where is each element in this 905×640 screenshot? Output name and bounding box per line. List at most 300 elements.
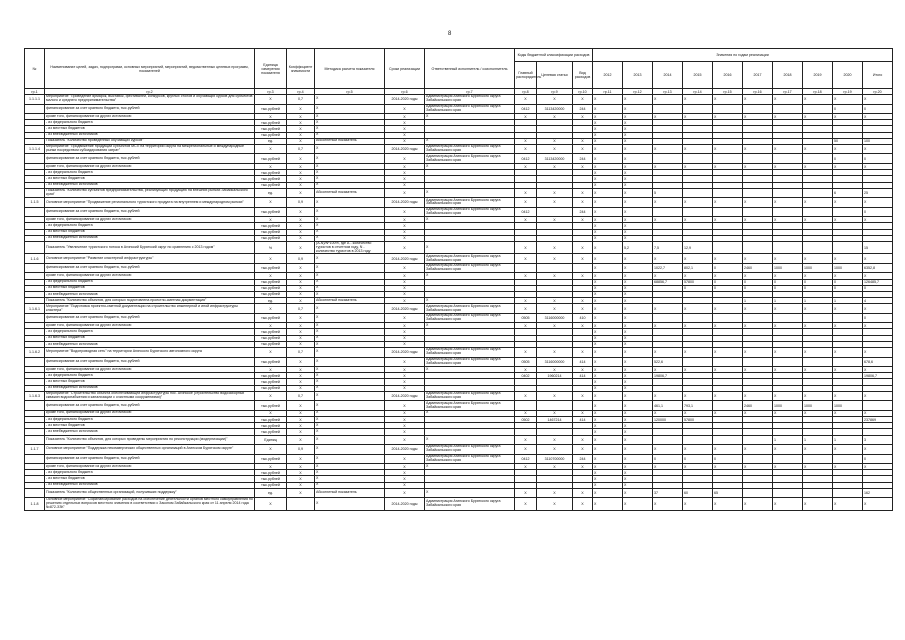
row-number xyxy=(25,207,45,217)
row-coef: 0,9 xyxy=(287,445,315,455)
row-coef: X xyxy=(287,120,315,126)
row-year-value: X xyxy=(623,104,653,114)
row-year-value: X xyxy=(623,298,653,304)
column-number: гр.5 xyxy=(315,89,385,95)
row-unit: тыс.рублей xyxy=(255,313,287,323)
row-year-value: X xyxy=(803,198,833,208)
row-year-value: X xyxy=(743,95,773,105)
row-name: - из местных бюджетов xyxy=(45,176,255,182)
row-year-value: 19806,7 xyxy=(863,373,893,379)
row-year-value: X xyxy=(833,304,863,314)
row-year-value: X xyxy=(713,95,743,105)
row-csr: X xyxy=(537,464,573,470)
row-name: - из местных бюджетов xyxy=(45,126,255,132)
row-number xyxy=(25,313,45,323)
row-year-value: X xyxy=(593,254,623,264)
column-number: гр.10 xyxy=(573,89,593,95)
row-responsible: Администрация Агинского Бурятского округа Забайкальского края xyxy=(425,313,515,323)
row-year-value: X xyxy=(593,423,623,429)
column-number: гр.15 xyxy=(713,89,743,95)
row-responsible: Администрация Агинского Бурятского округа Забайкальского края xyxy=(425,498,515,510)
row-year-value: X xyxy=(803,144,833,154)
row-period: X xyxy=(385,163,425,169)
row-year-value: X xyxy=(653,498,683,510)
row-method: X xyxy=(315,304,385,314)
row-number: 1.1.1.4 xyxy=(25,144,45,154)
row-year-value: X xyxy=(623,385,653,391)
row-year-value: X xyxy=(593,182,623,188)
row-coef: X xyxy=(287,329,315,335)
row-grbs: X xyxy=(515,298,537,304)
header-year: Итого xyxy=(863,62,893,89)
table-row xyxy=(25,144,893,154)
row-name: Основное мероприятие "Поддержка некоммерческих общественных организаций в Агинском Бурятском округе" xyxy=(45,445,255,455)
row-unit: ед. xyxy=(255,138,287,144)
row-name: Мероприятие "Строительство объекта обеспечивающей инфраструктуры пос. Агинское (строительство водозаборных скважин водоснабжения и канализации с очистными сооружениями)" xyxy=(45,391,255,401)
row-year-value: 1000 xyxy=(833,401,863,411)
row-year-value: X xyxy=(623,379,653,385)
row-year-value: X xyxy=(653,144,683,154)
row-year-value: X xyxy=(863,498,893,510)
row-year-value: X xyxy=(593,357,623,367)
row-year-value xyxy=(713,207,743,217)
table-row xyxy=(25,104,893,114)
row-year-value: X xyxy=(833,273,863,279)
row-year-value: X xyxy=(743,367,773,373)
row-number: 1.1.6.3 xyxy=(25,391,45,401)
row-year-value: X xyxy=(593,126,623,132)
row-period: X xyxy=(385,373,425,379)
row-csr xyxy=(537,401,573,411)
row-csr: X xyxy=(537,391,573,401)
table-row xyxy=(25,348,893,358)
row-name: Мероприятие "Подготовка проектно-сметной документации на строительство инженерной и иной инфраструктуры кластера" xyxy=(45,304,255,314)
row-coef: 0,7 xyxy=(287,144,315,154)
row-year-value: 0 xyxy=(743,279,773,285)
row-coef: X xyxy=(287,235,315,241)
row-year-value: X xyxy=(683,304,713,314)
row-number xyxy=(25,188,45,198)
row-year-value: X xyxy=(863,95,893,105)
header-year: 2015 xyxy=(683,62,713,89)
row-vr: X xyxy=(573,410,593,416)
row-year-value: X xyxy=(593,176,623,182)
row-vr: X xyxy=(573,95,593,105)
row-year-value xyxy=(833,454,863,464)
row-year-value xyxy=(743,188,773,198)
row-name: финансирование за счет краевого бюджета, тыс.рублей xyxy=(45,207,255,217)
row-vr: X xyxy=(573,114,593,120)
row-vr: X xyxy=(573,348,593,358)
row-csr: 3116000000 xyxy=(537,357,573,367)
row-year-value: X xyxy=(593,454,623,464)
row-coef: X xyxy=(287,410,315,416)
row-unit: X xyxy=(255,254,287,264)
header-unit: Единица измерения показателя xyxy=(255,49,287,89)
row-name: Показатель "Увеличение туристского потока в Агинский Бурятский округ по сравнению с 2013 годом" xyxy=(45,241,255,253)
row-year-value xyxy=(743,357,773,367)
row-responsible: Администрация Агинского Бурятского округа Забайкальского края xyxy=(425,445,515,455)
row-grbs: X xyxy=(515,323,537,329)
row-year-value: X xyxy=(623,488,653,498)
row-grbs: 0505 xyxy=(515,357,537,367)
row-year-value xyxy=(803,454,833,464)
row-year-value: X xyxy=(653,464,683,470)
row-year-value: X xyxy=(863,348,893,358)
row-year-value: X xyxy=(623,423,653,429)
row-vr: 244 xyxy=(573,104,593,114)
row-year-value: X xyxy=(593,285,623,291)
row-year-value: X xyxy=(803,391,833,401)
row-year-value xyxy=(833,207,863,217)
row-year-value xyxy=(743,488,773,498)
row-year-value: X xyxy=(623,357,653,367)
row-year-value: X xyxy=(803,217,833,223)
row-year-value: X xyxy=(773,198,803,208)
row-year-value: X xyxy=(593,104,623,114)
row-year-value: X xyxy=(683,217,713,223)
row-year-value xyxy=(773,357,803,367)
row-year-value: X xyxy=(863,323,893,329)
row-year-value: 1000 xyxy=(773,263,803,273)
row-number: 1.1.8 xyxy=(25,498,45,510)
row-year-value: X xyxy=(863,217,893,223)
row-vr: X xyxy=(573,198,593,208)
row-year-value: X xyxy=(743,323,773,329)
row-year-value: 0 xyxy=(833,285,863,291)
row-responsible: Администрация Агинского Бурятского округа Забайкальского края xyxy=(425,144,515,154)
row-year-value: X xyxy=(683,198,713,208)
row-coef: X xyxy=(287,357,315,367)
row-year-value: X xyxy=(623,126,653,132)
row-year-value: 4 xyxy=(863,298,893,304)
column-number: гр.11 xyxy=(593,89,623,95)
row-grbs: X xyxy=(515,348,537,358)
row-grbs: X xyxy=(515,435,537,445)
row-method: X xyxy=(315,445,385,455)
column-number: гр.20 xyxy=(863,89,893,95)
row-year-value: 0 xyxy=(683,454,713,464)
row-year-value: X xyxy=(773,163,803,169)
row-coef: X xyxy=(287,470,315,476)
row-coef: X xyxy=(287,401,315,411)
row-year-value: X xyxy=(743,304,773,314)
row-year-value: X xyxy=(743,217,773,223)
row-responsible: X xyxy=(425,435,515,445)
row-coef: X xyxy=(287,223,315,229)
row-year-value: X xyxy=(623,132,653,138)
row-year-value xyxy=(683,207,713,217)
row-year-value xyxy=(683,313,713,323)
row-csr: 1467214 xyxy=(537,416,573,422)
row-method: X xyxy=(315,341,385,347)
header-method: Методика расчета показателя xyxy=(315,49,385,89)
row-grbs: X xyxy=(515,498,537,510)
row-responsible: X xyxy=(425,114,515,120)
row-method: X xyxy=(315,357,385,367)
row-year-value: X xyxy=(593,379,623,385)
row-csr: X xyxy=(537,241,573,253)
row-year-value: X xyxy=(623,154,653,164)
row-csr: 1960214 xyxy=(537,373,573,379)
row-year-value: X xyxy=(683,323,713,329)
row-unit: тыс.рублей xyxy=(255,385,287,391)
row-year-value: X xyxy=(593,329,623,335)
row-unit: тыс.рублей xyxy=(255,416,287,422)
row-year-value: X xyxy=(743,254,773,264)
row-coef: X xyxy=(287,170,315,176)
row-method: X xyxy=(315,416,385,422)
row-year-value: 1000 xyxy=(803,401,833,411)
row-year-value: X xyxy=(623,279,653,285)
row-method: X xyxy=(315,263,385,273)
row-grbs: X xyxy=(515,144,537,154)
row-year-value: X xyxy=(593,154,623,164)
row-year-value: X xyxy=(773,367,803,373)
row-year-value: X xyxy=(593,198,623,208)
row-year-value: X xyxy=(653,445,683,455)
row-vr: X xyxy=(573,323,593,329)
row-year-value: X xyxy=(623,498,653,510)
row-period: X xyxy=(385,323,425,329)
row-unit: тыс.рублей xyxy=(255,341,287,347)
row-year-value xyxy=(683,188,713,198)
row-year-value: X xyxy=(833,114,863,120)
row-responsible: Администрация Агинского Бурятского округа Забайкальского края xyxy=(425,198,515,208)
row-grbs: X xyxy=(515,464,537,470)
row-coef: X xyxy=(287,154,315,164)
row-csr xyxy=(537,207,573,217)
row-year-value: X xyxy=(623,482,653,488)
row-method: X xyxy=(315,207,385,217)
row-year-value: 1000 xyxy=(833,263,863,273)
row-period: X xyxy=(385,126,425,132)
row-year-value: X xyxy=(593,488,623,498)
row-vr: X xyxy=(573,254,593,264)
row-year-value: X xyxy=(713,410,743,416)
row-year-value: 461,1 xyxy=(653,401,683,411)
row-name: - из местных бюджетов xyxy=(45,285,255,291)
row-unit: X xyxy=(255,198,287,208)
row-year-value: X xyxy=(863,367,893,373)
table-body xyxy=(25,89,893,511)
row-year-value: X xyxy=(593,367,623,373)
table-row xyxy=(25,304,893,314)
row-coef: 0,7 xyxy=(287,348,315,358)
row-year-value: X xyxy=(863,410,893,416)
row-year-value: 3 xyxy=(863,435,893,445)
row-year-value xyxy=(803,313,833,323)
row-responsible: X xyxy=(425,488,515,498)
row-name: финансирование за счет краевого бюджета, тыс.рублей xyxy=(45,401,255,411)
row-year-value xyxy=(713,435,743,445)
row-year-value: X xyxy=(833,445,863,455)
row-name: - из внебюджетных источников xyxy=(45,385,255,391)
row-year-value xyxy=(653,207,683,217)
row-coef: 0,9 xyxy=(287,198,315,208)
row-year-value: X xyxy=(623,348,653,358)
row-year-value: X xyxy=(713,464,743,470)
row-year-value: X xyxy=(863,445,893,455)
row-method: X xyxy=(315,454,385,464)
row-period: 2014-2020 годы xyxy=(385,304,425,314)
row-year-value xyxy=(773,188,803,198)
row-period: X xyxy=(385,470,425,476)
column-number: гр.18 xyxy=(803,89,833,95)
row-year-value: X xyxy=(863,304,893,314)
row-period: X xyxy=(385,273,425,279)
row-name: Показатель "Количество субъектов предпринимательства, реализующих продукцию на внешних рынках Забайкальского края" xyxy=(45,188,255,198)
row-year-value: X xyxy=(683,95,713,105)
row-period: X xyxy=(385,104,425,114)
row-grbs: 0412 xyxy=(515,104,537,114)
row-year-value: X xyxy=(833,410,863,416)
row-year-value: X xyxy=(683,273,713,279)
row-year-value: X xyxy=(593,120,623,126)
row-csr: X xyxy=(537,138,573,144)
row-year-value: X xyxy=(623,95,653,105)
row-method: Абсолютный показатель xyxy=(315,138,385,144)
row-csr: X xyxy=(537,163,573,169)
header-year: 2013 xyxy=(623,62,653,89)
row-responsible: Администрация Агинского Бурятского округа Забайкальского края xyxy=(425,263,515,273)
row-responsible: Администрация Агинского Бурятского округа Забайкальского края xyxy=(425,104,515,114)
row-method: X xyxy=(315,132,385,138)
row-year-value: 1 xyxy=(743,298,773,304)
row-period: 2014-2020 годы xyxy=(385,198,425,208)
row-year-value: X xyxy=(773,348,803,358)
row-name: Мероприятие "Водопроводная сеть" на территории Агинского Бурятского автономного округа xyxy=(45,348,255,358)
row-coef: 0,7 xyxy=(287,391,315,401)
row-year-value: X xyxy=(593,223,623,229)
row-year-value: X xyxy=(713,323,743,329)
row-coef: 0,7 xyxy=(287,95,315,105)
row-year-value: X xyxy=(743,348,773,358)
row-year-value: X xyxy=(683,114,713,120)
row-unit: тыс.рублей xyxy=(255,279,287,285)
row-year-value xyxy=(773,207,803,217)
row-method: X xyxy=(315,385,385,391)
row-year-value: 68856,7 xyxy=(653,279,683,285)
row-year-value: X xyxy=(773,323,803,329)
row-period: X xyxy=(385,114,425,120)
row-year-value: X xyxy=(863,391,893,401)
row-year-value xyxy=(713,357,743,367)
row-year-value: X xyxy=(623,401,653,411)
row-year-value: X xyxy=(743,163,773,169)
row-unit: тыс.рублей xyxy=(255,182,287,188)
row-vr: X xyxy=(573,367,593,373)
row-csr: X xyxy=(537,198,573,208)
row-unit: тыс.рублей xyxy=(255,176,287,182)
row-year-value: X xyxy=(593,410,623,416)
row-year-value: 0 xyxy=(713,279,743,285)
row-unit: ед. xyxy=(255,488,287,498)
row-unit: тыс.рублей xyxy=(255,357,287,367)
row-period: X xyxy=(385,329,425,335)
row-unit: тыс.рублей xyxy=(255,263,287,273)
column-number: гр.2 xyxy=(45,89,255,95)
row-method: X xyxy=(315,435,385,445)
row-year-value: X xyxy=(683,367,713,373)
column-number: гр.17 xyxy=(773,89,803,95)
row-year-value: 60 xyxy=(683,488,713,498)
row-year-value: 2460 xyxy=(743,401,773,411)
row-grbs: 0412 xyxy=(515,207,537,217)
row-period: X xyxy=(385,235,425,241)
row-name: - из местных бюджетов xyxy=(45,476,255,482)
row-csr: X xyxy=(537,217,573,223)
row-year-value: X xyxy=(623,198,653,208)
row-year-value: X xyxy=(683,348,713,358)
row-period: X xyxy=(385,423,425,429)
row-year-value: X xyxy=(773,114,803,120)
row-coef: X xyxy=(287,273,315,279)
row-period: X xyxy=(385,464,425,470)
row-year-value xyxy=(713,401,743,411)
row-period: X xyxy=(385,241,425,253)
row-coef: X xyxy=(287,373,315,379)
row-year-value: X xyxy=(803,410,833,416)
row-coef: X xyxy=(287,263,315,273)
row-year-value: 0 xyxy=(803,285,833,291)
table-row xyxy=(25,263,893,273)
row-coef: X xyxy=(287,323,315,329)
row-coef: X xyxy=(287,464,315,470)
row-year-value: X xyxy=(743,464,773,470)
program-indicators-table xyxy=(24,48,893,511)
row-year-value: 0 xyxy=(683,285,713,291)
row-year-value: X xyxy=(743,273,773,279)
row-vr xyxy=(573,263,593,273)
row-method: X xyxy=(315,313,385,323)
row-period: X xyxy=(385,217,425,223)
row-year-value: X xyxy=(653,163,683,169)
row-coef: X xyxy=(287,313,315,323)
row-csr: 3110700000 xyxy=(537,454,573,464)
row-responsible: X xyxy=(425,323,515,329)
row-year-value: X xyxy=(623,263,653,273)
row-year-value: X xyxy=(683,464,713,470)
row-year-value xyxy=(803,188,833,198)
row-year-value: X xyxy=(593,385,623,391)
row-name: - из местных бюджетов xyxy=(45,335,255,341)
row-year-value: 793,1 xyxy=(683,401,713,411)
row-year-value: X xyxy=(593,138,623,144)
row-method: X xyxy=(315,410,385,416)
row-year-value: X xyxy=(743,391,773,401)
row-period: X xyxy=(385,120,425,126)
row-year-value: X xyxy=(593,498,623,510)
row-coef: X xyxy=(287,416,315,422)
row-method: X xyxy=(315,198,385,208)
row-year-value: X xyxy=(623,217,653,223)
row-year-value: X xyxy=(773,445,803,455)
row-period: X xyxy=(385,154,425,164)
row-grbs: X xyxy=(515,304,537,314)
row-unit: тыс.рублей xyxy=(255,104,287,114)
row-grbs: 0412 xyxy=(515,154,537,164)
row-unit: Единиц xyxy=(255,435,287,445)
row-year-value xyxy=(683,357,713,367)
row-name: финансирование за счет краевого бюджета, тыс.рублей xyxy=(45,104,255,114)
row-unit: тыс.рублей xyxy=(255,170,287,176)
row-year-value xyxy=(803,241,833,253)
row-unit: % xyxy=(255,241,287,253)
row-year-value: 5,2 xyxy=(623,241,653,253)
row-coef: X xyxy=(287,476,315,482)
row-year-value: X xyxy=(653,254,683,264)
